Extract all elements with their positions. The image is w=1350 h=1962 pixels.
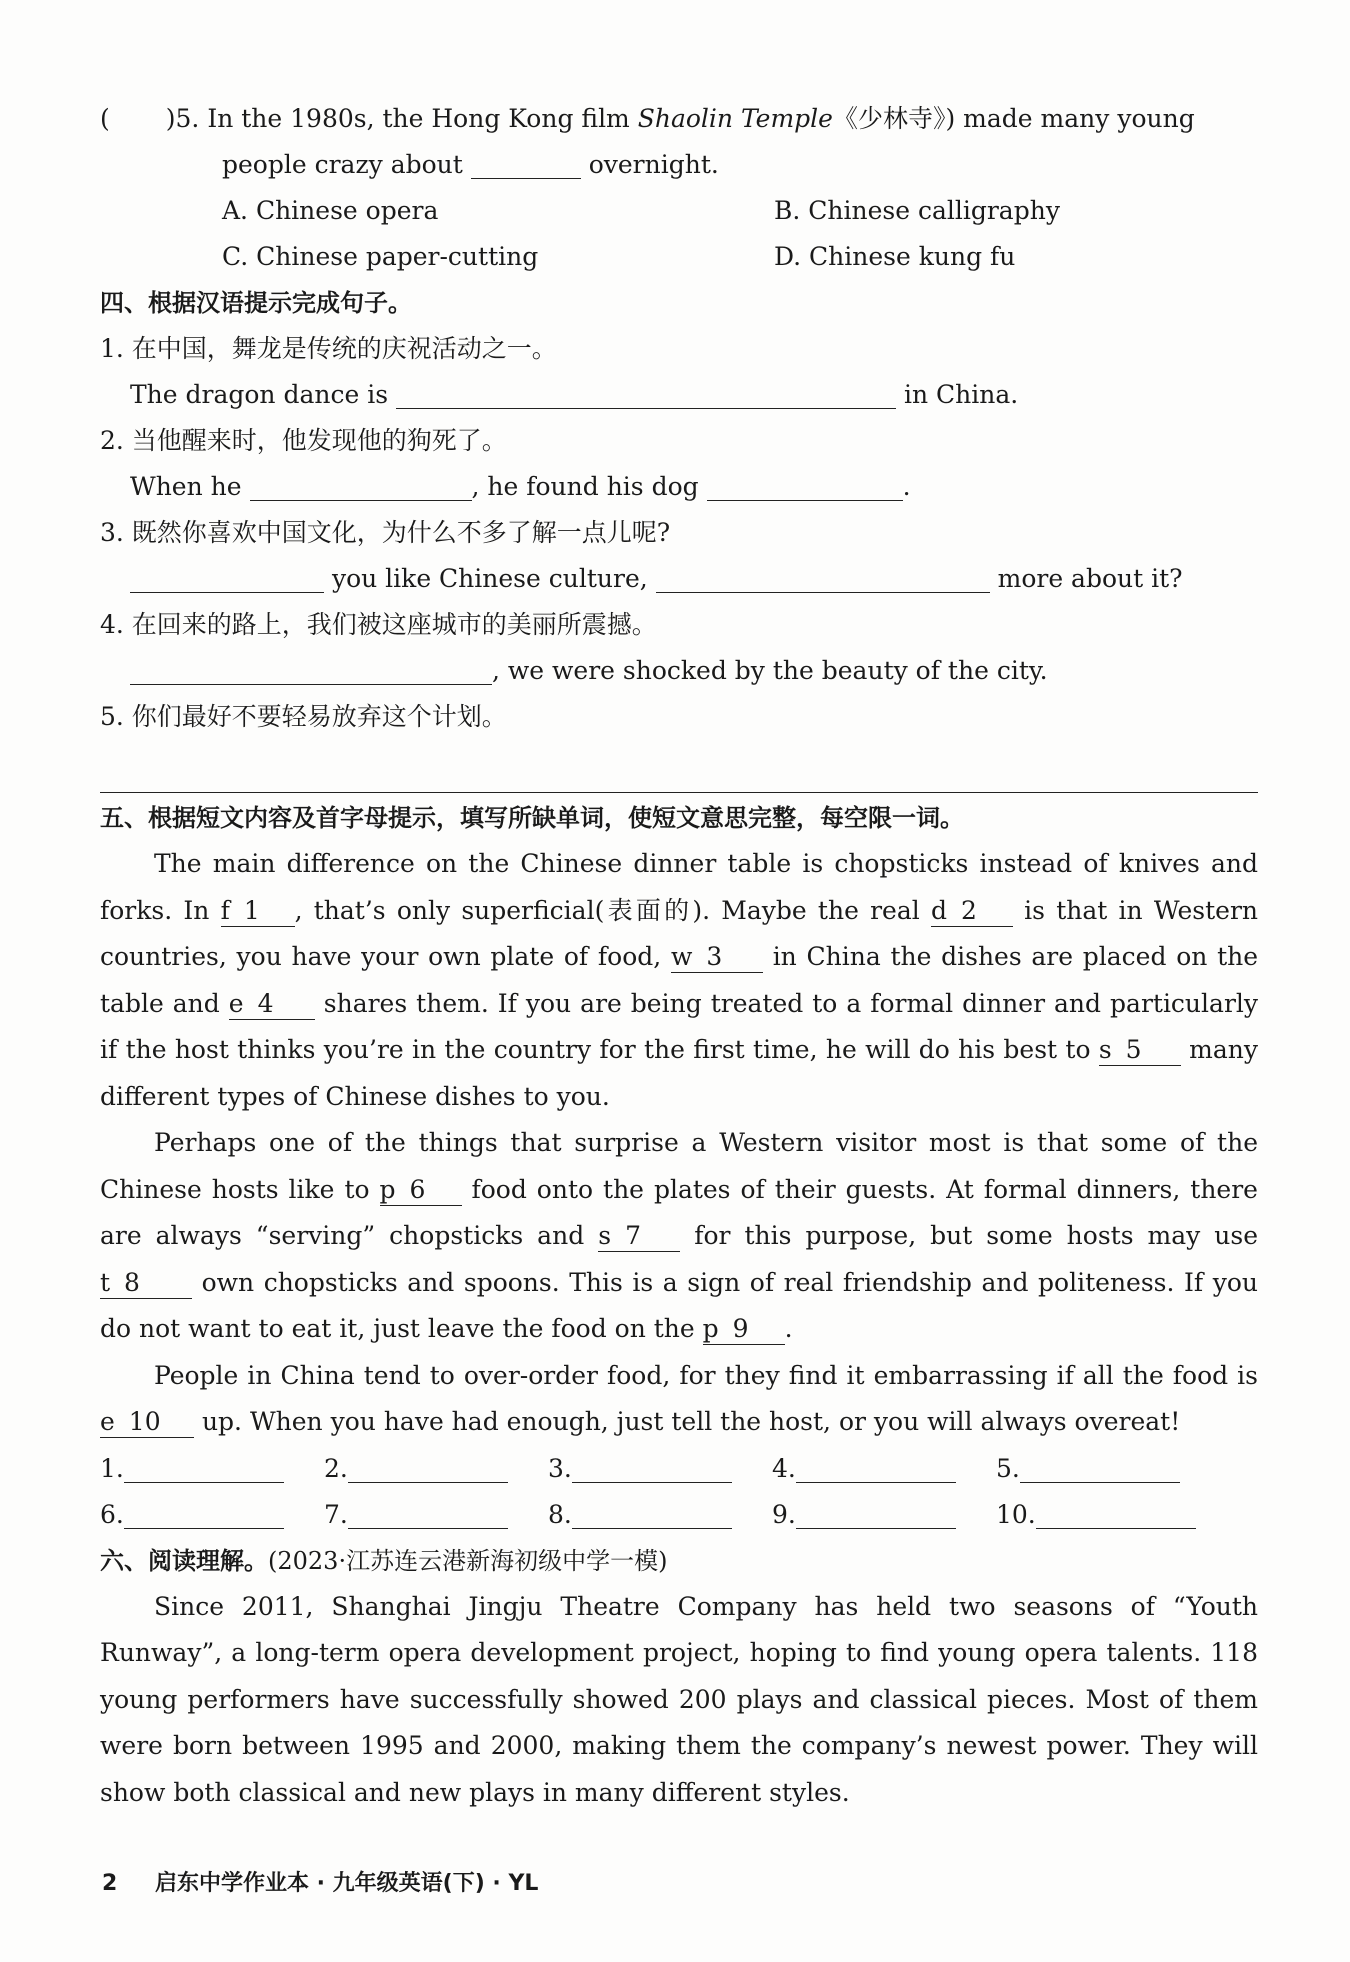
s5-answer-label-5: 5. (996, 1453, 1020, 1483)
s4-item4-en-a: , we were shocked by the beauty of the city. (492, 656, 1048, 685)
s5-answer-label-7: 7. (324, 1499, 348, 1529)
q5-options-row2 (100, 234, 1258, 280)
s5-hint-letter-3: w (670, 942, 693, 971)
page-footer (102, 1866, 538, 1897)
s5-p1-c: is that in Western countries, you have your own plate of food, (100, 895, 1258, 971)
q5-text-a: In the 1980s, the Hong Kong film (207, 104, 630, 133)
s5-hint-num-7: 7 (625, 1221, 641, 1250)
s5-blank-9[interactable] (703, 1314, 785, 1345)
q5-option-a[interactable]: A. Chinese opera (222, 196, 439, 225)
s5-hint-num-2: 2 (960, 895, 977, 925)
s5-p1-d: in China the dishes are placed on the table and (100, 942, 1259, 1018)
s5-hint-letter-5: s (1098, 1035, 1112, 1064)
s5-p2-b: food onto the plates of their guests. At formal dinners, there are always “serving” chopsticks and (100, 1174, 1258, 1250)
q5-number: )5. (165, 104, 200, 133)
s5-answer-blank-1[interactable] (124, 1452, 284, 1483)
s5-answer-row-2 (100, 1492, 1258, 1538)
s4-item3-en-a: you like Chinese culture, (331, 564, 648, 593)
s5-answer-blank-4[interactable] (796, 1452, 956, 1483)
s4-item2-en-a: When he (130, 472, 242, 501)
section6-source: (2023·江苏连云港新海初级中学一模) (268, 1546, 668, 1575)
s5-answer-8 (548, 1492, 772, 1538)
s4-item1-blank[interactable] (396, 378, 896, 409)
s4-item2-en-c: . (902, 472, 911, 501)
s5-blank-7[interactable] (598, 1221, 680, 1252)
s4-item2-blank2[interactable] (707, 470, 903, 501)
s5-answer-label-4: 4. (772, 1453, 796, 1483)
s5-answer-9 (772, 1492, 996, 1538)
s4-item4-cn: 4. 在回来的路上，我们被这座城市的美丽所震撼。 (100, 610, 657, 639)
s5-hint-letter-9: p (702, 1314, 719, 1343)
s5-p2-c: for this purpose, but some hosts may use (694, 1221, 1259, 1250)
s5-hint-letter-4: e (228, 988, 244, 1018)
s5-answer-7 (324, 1492, 548, 1538)
s5-p2-e: . (784, 1314, 793, 1343)
s5-hint-letter-10: e (100, 1407, 115, 1436)
s4-item1-en-b: in China. (903, 380, 1019, 409)
s5-answer-1 (100, 1446, 324, 1492)
s5-blank-2[interactable] (931, 896, 1013, 927)
q5-option-c[interactable]: C. Chinese paper-cutting (222, 242, 539, 271)
s5-answer-5 (996, 1446, 1220, 1492)
s5-p3-b: up. When you have had enough, just tell the host, or you will always overeat! (201, 1407, 1181, 1436)
s5-p1-e: shares them. If you are being treated to a formal dinner and particularly if the host thinks you’re in the country for the first time, he will do his best to (100, 988, 1259, 1064)
s5-hint-num-3: 3 (706, 942, 723, 971)
s4-item2-en-b: , he found his dog (471, 472, 699, 501)
s5-answer-label-8: 8. (548, 1499, 572, 1529)
s4-item1-cn: 1. 在中国，舞龙是传统的庆祝活动之一。 (100, 334, 557, 363)
section5-heading: 五、根据短文内容及首字母提示，填写所缺单词，使短文意思完整，每空限一词。 (100, 804, 964, 832)
s5-p2-a: Perhaps one of the things that surprise a Western visitor most is that some of the Chinese hosts like to (100, 1128, 1258, 1204)
s5-p1-a: The main difference on the Chinese dinner table is chopsticks instead of knives and forks. In (100, 849, 1258, 925)
s5-answer-row-1 (100, 1446, 1258, 1492)
s5-hint-letter-6: p (379, 1174, 396, 1204)
s5-answer-blank-5[interactable] (1020, 1452, 1180, 1483)
s5-hint-letter-8: t (100, 1267, 111, 1297)
s4-item4-en (100, 648, 1258, 694)
s5-p2-d: own chopsticks and spoons. This is a sign of real friendship and politeness. If you do not want to eat it, just leave the food on the (100, 1267, 1258, 1343)
s5-answer-label-6: 6. (100, 1499, 124, 1529)
s5-blank-1[interactable] (221, 896, 295, 927)
s5-hint-letter-2: d (930, 895, 947, 925)
s5-answer-blank-8[interactable] (572, 1498, 732, 1529)
s5-paragraph-3 (100, 1353, 1258, 1446)
s5-hint-letter-1: f (220, 895, 230, 925)
s5-hint-num-1: 1 (243, 895, 260, 925)
s5-p3-a: People in China tend to over-order food, for they find it embarrassing if all the food is (154, 1360, 1258, 1390)
q5-text-b: 《少林寺》) made many young (832, 104, 1195, 133)
s4-item1-en (100, 372, 1258, 418)
s5-answer-blank-9[interactable] (796, 1498, 956, 1529)
s5-answer-label-1: 1. (100, 1453, 124, 1483)
section6-heading (100, 1538, 1258, 1584)
s4-item5-blank-line[interactable] (100, 746, 1258, 793)
worksheet-content (100, 96, 1258, 1816)
s5-hint-num-8: 8 (124, 1267, 140, 1297)
s5-blank-8[interactable] (100, 1268, 192, 1299)
q5-options-row1 (100, 188, 1258, 234)
s5-answer-blank-2[interactable] (348, 1452, 508, 1483)
q5-film-title: Shaolin Temple (637, 104, 833, 133)
s5-answer-blank-7[interactable] (348, 1498, 508, 1529)
s5-hint-num-6: 6 (409, 1174, 426, 1204)
s5-paragraph-1 (100, 841, 1258, 1120)
s5-answer-blank-6[interactable] (124, 1498, 284, 1529)
s5-answer-10 (996, 1492, 1220, 1538)
s5-hint-num-5: 5 (1125, 1035, 1142, 1064)
s4-item2-cn: 2. 当他醒来时，他发现他的狗死了。 (100, 426, 507, 455)
s4-item2-en (100, 464, 1258, 510)
q5-blank[interactable] (471, 148, 581, 179)
q5-line1 (100, 96, 1258, 142)
s5-paragraph-2 (100, 1120, 1258, 1353)
s5-answer-blank-10[interactable] (1036, 1498, 1196, 1529)
s4-item3-en (100, 556, 1258, 602)
section6-heading-text: 六、阅读理解。 (100, 1546, 268, 1575)
s5-answer-label-10: 10. (996, 1499, 1036, 1529)
s4-item4-blank[interactable] (130, 654, 492, 685)
s5-hint-num-10: 10 (128, 1407, 161, 1436)
s5-answer-4 (772, 1446, 996, 1492)
s4-item3-blank2[interactable] (656, 562, 990, 593)
page-number: 2 (102, 1871, 118, 1896)
s5-blank-3[interactable] (671, 942, 763, 973)
s4-item2-blank1[interactable] (250, 470, 472, 501)
s5-answer-blank-3[interactable] (572, 1452, 732, 1483)
s5-blank-5[interactable] (1099, 1035, 1181, 1066)
s6-paragraph-text: Since 2011, Shanghai Jingju Theatre Company has held two seasons of “Youth Runway”, a long-term opera development project, hoping to find young opera talents. 118 young performers have successfully showed 200 plays and classical pieces. Most of them were born between 1995 and 2000, making them the company’s newest power. They will show both classical and new plays in many different styles. (100, 1591, 1258, 1807)
s5-answer-label-2: 2. (324, 1453, 348, 1483)
footer-title: 启东中学作业本 · 九年级英语(下) · YL (154, 1871, 539, 1896)
s4-item1-en-a: The dragon dance is (130, 380, 389, 409)
s5-hint-num-4: 4 (257, 988, 274, 1018)
q5-line2-b: overnight. (588, 150, 719, 179)
s4-item3-blank1[interactable] (130, 562, 324, 593)
s5-answer-2 (324, 1446, 548, 1492)
s5-p1-b: , that’s only superficial(表面的). Maybe the real (294, 895, 920, 925)
section4-heading: 四、根据汉语提示完成句子。 (100, 289, 412, 317)
s5-answer-label-9: 9. (772, 1499, 796, 1529)
s5-blank-4[interactable] (229, 989, 315, 1020)
s5-hint-letter-7: s (598, 1221, 612, 1250)
s5-hint-num-9: 9 (732, 1314, 749, 1343)
s4-item5-cn: 5. 你们最好不要轻易放弃这个计划。 (100, 702, 507, 731)
q5-line2-a: people crazy about (222, 150, 463, 179)
q5-paren-open: ( (100, 104, 110, 133)
q5-option-d[interactable]: D. Chinese kung fu (774, 242, 1016, 271)
s5-blank-6[interactable] (380, 1175, 462, 1206)
s4-item3-en-b: more about it? (997, 564, 1183, 593)
q5-line2 (100, 142, 1258, 188)
s5-answer-label-3: 3. (548, 1453, 572, 1483)
s5-answer-6 (100, 1492, 324, 1538)
s6-paragraph (100, 1584, 1258, 1817)
s5-p1-f: many different types of Chinese dishes to you. (100, 1035, 1258, 1111)
q5-option-b[interactable]: B. Chinese calligraphy (774, 196, 1060, 225)
s5-answer-3 (548, 1446, 772, 1492)
s4-item3-cn: 3. 既然你喜欢中国文化，为什么不多了解一点儿呢? (100, 518, 671, 547)
s5-blank-10[interactable] (100, 1407, 194, 1438)
